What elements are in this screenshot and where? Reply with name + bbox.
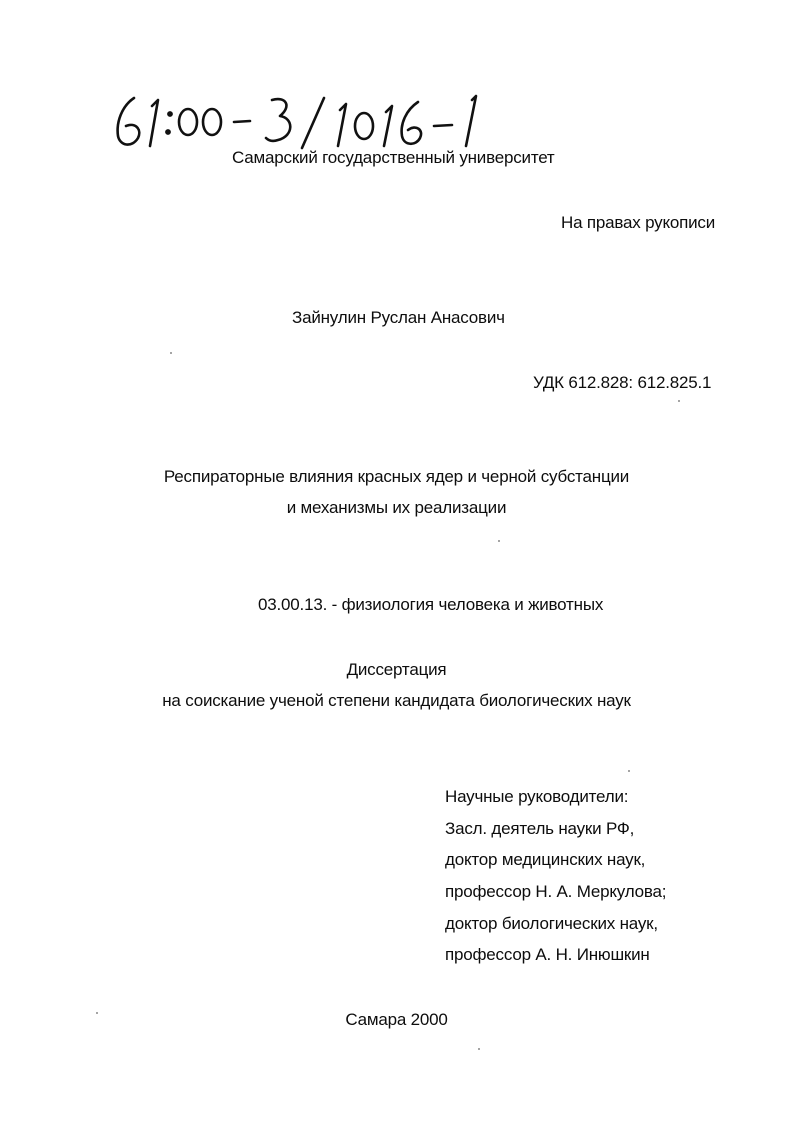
- supervisors-heading: Научные руководители:: [445, 787, 629, 806]
- udc-code: УДК 612.828: 612.825.1: [533, 373, 712, 392]
- supervisor-line: Засл. деятель науки РФ,: [445, 819, 635, 838]
- degree-purpose: на соискание ученой степени кандидата биологических наук: [162, 691, 631, 710]
- handwritten-archive-code: [112, 92, 502, 152]
- dissertation-title-line-2: и механизмы их реализации: [286, 498, 507, 517]
- dissertation-label: Диссертация: [346, 660, 447, 679]
- scan-speck: [498, 540, 500, 542]
- supervisor-line: профессор А. Н. Инюшкин: [445, 945, 650, 964]
- dissertation-title-line-1: Респираторные влияния красных ядер и черной субстанции: [163, 467, 630, 486]
- university-name: Самарский государственный университет: [232, 148, 555, 167]
- supervisor-line: профессор Н. А. Меркулова;: [445, 882, 667, 901]
- scan-speck: [96, 1012, 98, 1014]
- city-year: Самара 2000: [345, 1010, 448, 1029]
- author-name: Зайнулин Руслан Анасович: [292, 308, 505, 327]
- scan-speck: [678, 400, 680, 402]
- scan-speck: [478, 1048, 480, 1050]
- handwritten-archive-code-drawing: [112, 92, 502, 152]
- scan-speck: [628, 770, 630, 772]
- scan-speck: [170, 352, 172, 354]
- manuscript-rights-note: На правах рукописи: [561, 213, 716, 232]
- specialty-code: 03.00.13. - физиология человека и животных: [258, 595, 604, 614]
- supervisor-line: доктор медицинских наук,: [445, 850, 646, 869]
- supervisor-line: доктор биологических наук,: [445, 914, 658, 933]
